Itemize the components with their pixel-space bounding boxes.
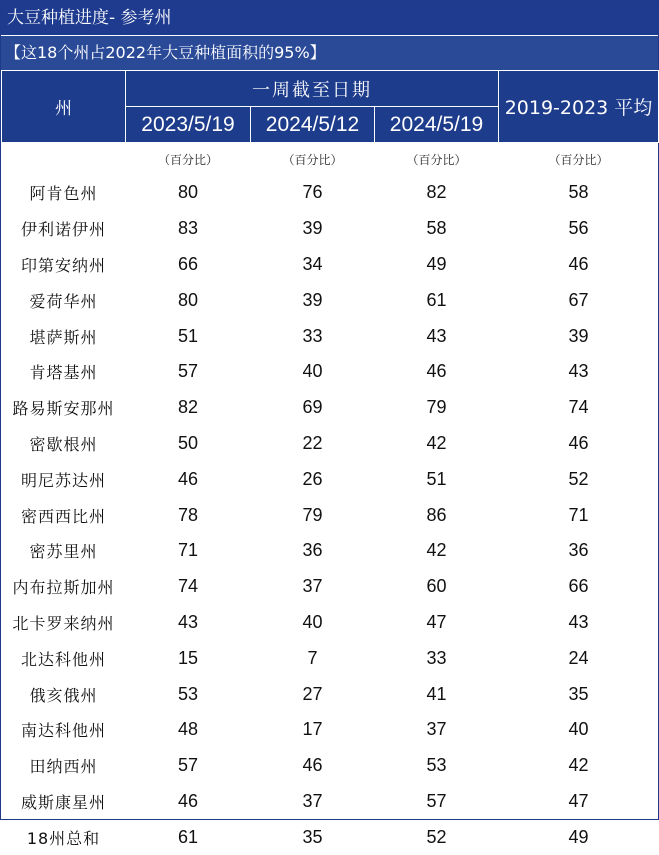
value-5yr-average: 47	[499, 784, 659, 820]
value-2024-05-19: 58	[375, 211, 499, 247]
value-2023-05-19: 50	[126, 426, 251, 462]
value-2023-05-19: 80	[126, 175, 251, 211]
planting-progress-table	[1, 70, 659, 855]
value-2024-05-12: 26	[251, 461, 375, 497]
date-column-header: 2023/5/19	[126, 107, 251, 143]
state-name-cell: 堪萨斯州	[2, 318, 126, 354]
value-2024-05-12: 39	[251, 211, 375, 247]
value-2024-05-19: 51	[375, 461, 499, 497]
value-5yr-average: 40	[499, 712, 659, 748]
value-2024-05-12: 35	[251, 819, 375, 855]
table-row	[2, 784, 659, 820]
value-5yr-average: 58	[499, 175, 659, 211]
state-name-cell: 密歇根州	[2, 426, 126, 462]
table-row	[2, 819, 659, 855]
state-name-cell: 北达科他州	[2, 640, 126, 676]
value-5yr-average: 35	[499, 676, 659, 712]
date-column-header: 2024/5/12	[251, 107, 375, 143]
table-row	[2, 605, 659, 641]
value-2023-05-19: 43	[126, 605, 251, 641]
value-2024-05-12: 27	[251, 676, 375, 712]
table-row	[2, 533, 659, 569]
state-name-cell: 阿肯色州	[2, 175, 126, 211]
value-2024-05-19: 60	[375, 569, 499, 605]
value-2023-05-19: 71	[126, 533, 251, 569]
value-2024-05-12: 39	[251, 282, 375, 318]
value-2023-05-19: 74	[126, 569, 251, 605]
value-5yr-average: 49	[499, 819, 659, 855]
value-2024-05-12: 37	[251, 569, 375, 605]
value-2023-05-19: 66	[126, 247, 251, 283]
value-2024-05-19: 43	[375, 318, 499, 354]
value-2024-05-19: 41	[375, 676, 499, 712]
unit-label: （百分比）	[126, 143, 251, 176]
week-ending-group-header: 一周截至日期	[126, 71, 499, 107]
value-5yr-average: 52	[499, 461, 659, 497]
value-2024-05-12: 40	[251, 605, 375, 641]
value-2024-05-19: 86	[375, 497, 499, 533]
table-row	[2, 282, 659, 318]
unit-label: （百分比）	[499, 143, 659, 176]
value-2024-05-12: 7	[251, 640, 375, 676]
value-2024-05-12: 22	[251, 426, 375, 462]
value-2024-05-12: 37	[251, 784, 375, 820]
state-name-cell: 密苏里州	[2, 533, 126, 569]
value-2024-05-19: 47	[375, 605, 499, 641]
value-2023-05-19: 51	[126, 318, 251, 354]
value-2023-05-19: 57	[126, 748, 251, 784]
value-2024-05-19: 42	[375, 533, 499, 569]
table-row	[2, 318, 659, 354]
value-2024-05-19: 79	[375, 390, 499, 426]
date-column-header: 2024/5/19	[375, 107, 499, 143]
value-5yr-average: 56	[499, 211, 659, 247]
value-2024-05-12: 76	[251, 175, 375, 211]
state-name-cell: 内布拉斯加州	[2, 569, 126, 605]
table-row	[2, 712, 659, 748]
state-name-cell: 路易斯安那州	[2, 390, 126, 426]
value-2023-05-19: 15	[126, 640, 251, 676]
value-5yr-average: 74	[499, 390, 659, 426]
state-name-cell: 北卡罗来纳州	[2, 605, 126, 641]
unit-label: （百分比）	[375, 143, 499, 176]
value-5yr-average: 43	[499, 605, 659, 641]
value-2023-05-19: 61	[126, 819, 251, 855]
value-2023-05-19: 82	[126, 390, 251, 426]
table-row	[2, 211, 659, 247]
state-name-cell: 密西西比州	[2, 497, 126, 533]
value-2023-05-19: 57	[126, 354, 251, 390]
value-2024-05-12: 40	[251, 354, 375, 390]
value-2024-05-12: 46	[251, 748, 375, 784]
value-2023-05-19: 53	[126, 676, 251, 712]
value-5yr-average: 39	[499, 318, 659, 354]
value-5yr-average: 46	[499, 426, 659, 462]
value-2023-05-19: 83	[126, 211, 251, 247]
average-column-header: 2019-2023 平均	[499, 71, 659, 143]
value-2024-05-19: 53	[375, 748, 499, 784]
state-name-cell: 肯塔基州	[2, 354, 126, 390]
table-row	[2, 247, 659, 283]
value-2024-05-19: 61	[375, 282, 499, 318]
value-2024-05-19: 42	[375, 426, 499, 462]
table-row	[2, 569, 659, 605]
value-5yr-average: 42	[499, 748, 659, 784]
state-name-cell: 18州总和	[2, 819, 126, 855]
value-5yr-average: 67	[499, 282, 659, 318]
state-name-cell: 伊利诺伊州	[2, 211, 126, 247]
state-name-cell: 威斯康星州	[2, 784, 126, 820]
value-2024-05-19: 33	[375, 640, 499, 676]
table-row	[2, 426, 659, 462]
value-5yr-average: 71	[499, 497, 659, 533]
table-body	[2, 143, 659, 855]
state-name-cell: 俄亥俄州	[2, 676, 126, 712]
table-row	[2, 175, 659, 211]
report-title: 大豆种植进度- 参考州	[1, 1, 658, 36]
value-2024-05-19: 52	[375, 819, 499, 855]
value-5yr-average: 43	[499, 354, 659, 390]
value-5yr-average: 46	[499, 247, 659, 283]
value-2024-05-19: 49	[375, 247, 499, 283]
state-name-cell: 田纳西州	[2, 748, 126, 784]
table-row	[2, 676, 659, 712]
value-2023-05-19: 48	[126, 712, 251, 748]
value-2024-05-12: 69	[251, 390, 375, 426]
value-2023-05-19: 46	[126, 461, 251, 497]
value-2024-05-19: 57	[375, 784, 499, 820]
value-5yr-average: 66	[499, 569, 659, 605]
report-subtitle: 【这18个州占2022年大豆种植面积的95%】	[1, 36, 658, 70]
value-2024-05-12: 79	[251, 497, 375, 533]
value-5yr-average: 36	[499, 533, 659, 569]
value-5yr-average: 24	[499, 640, 659, 676]
table-row	[2, 390, 659, 426]
state-column-header: 州	[2, 71, 126, 143]
state-name-cell: 爱荷华州	[2, 282, 126, 318]
value-2024-05-12: 33	[251, 318, 375, 354]
unit-cell-empty	[2, 143, 126, 176]
value-2024-05-19: 37	[375, 712, 499, 748]
table-row	[2, 748, 659, 784]
table-row	[2, 461, 659, 497]
value-2023-05-19: 46	[126, 784, 251, 820]
table-row	[2, 354, 659, 390]
value-2024-05-19: 82	[375, 175, 499, 211]
value-2024-05-12: 34	[251, 247, 375, 283]
value-2023-05-19: 78	[126, 497, 251, 533]
value-2023-05-19: 80	[126, 282, 251, 318]
state-name-cell: 明尼苏达州	[2, 461, 126, 497]
value-2024-05-12: 36	[251, 533, 375, 569]
unit-label: （百分比）	[251, 143, 375, 176]
value-2024-05-12: 17	[251, 712, 375, 748]
value-2024-05-19: 46	[375, 354, 499, 390]
state-name-cell: 印第安纳州	[2, 247, 126, 283]
unit-row	[2, 143, 659, 176]
table-row	[2, 497, 659, 533]
table-row	[2, 640, 659, 676]
state-name-cell: 南达科他州	[2, 712, 126, 748]
